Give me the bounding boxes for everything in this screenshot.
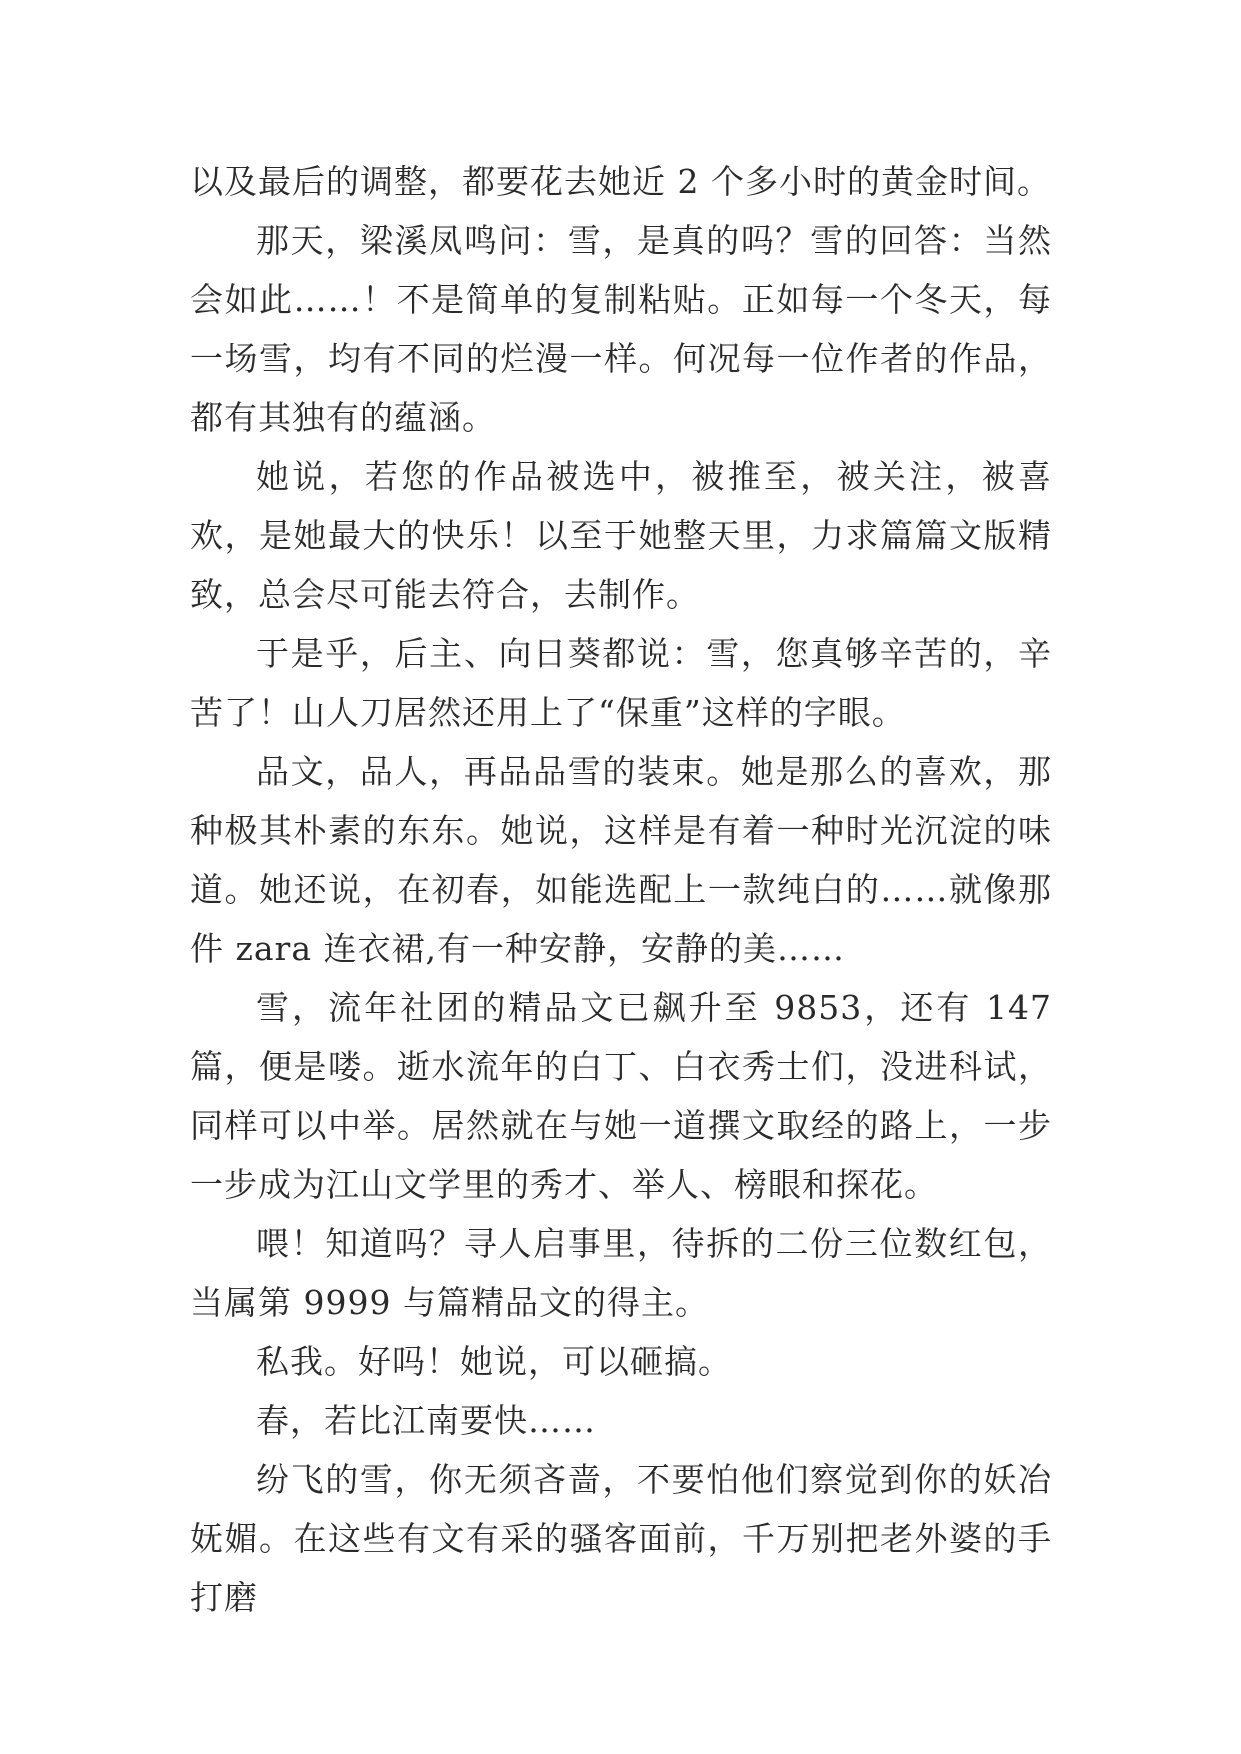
paragraph-2: 那天，梁溪凤鸣问：雪，是真的吗？雪的回答：当然会如此……！不是简单的复制粘贴。正如每一个冬天，每一场雪，均有不同的烂漫一样。何况每一位作者的作品，都有其独有的蕴涵。 [190,221,1052,437]
paragraph-6: 雪，流年社团的精品文已飙升至 9853，还有 147 篇，便是喽。逝水流年的白丁、白衣秀士们，没进科试，同样可以中举。居然就在与她一道撰文取经的路上，一步一步成为江山文学里的秀才、举人、榜眼和探花。 [190,988,1052,1204]
paragraph-7: 喂！知道吗？寻人启事里，待拆的二份三位数红包，当属第 9999 与篇精品文的得主。 [190,1224,1052,1322]
paragraph-9: 春，若比江南要快…… [256,1401,596,1440]
paragraph-5: 品文，品人，再品品雪的装束。她是那么的喜欢，那种极其朴素的东东。她说，这样是有着一种时光沉淀的味道。她还说，在初春，如能选配上一款纯白的……就像那件 zara 连衣裙,有一种安静，安静的美…… [190,752,1052,968]
paragraph-1: 以及最后的调整，都要花去她近 2 个多小时的黄金时间。 [190,162,1051,201]
document-body [190,152,1052,1627]
paragraph-10: 纷飞的雪，你无须吝啬，不要怕他们察觉到你的妖冶妩媚。在这些有文有采的骚客面前，千万别把老外婆的手打磨 [190,1460,1052,1617]
paragraph-3: 她说，若您的作品被选中，被推至，被关注，被喜欢，是她最大的快乐！以至于她整天里，力求篇篇文版精致，总会尽可能去符合，去制作。 [190,457,1052,614]
paragraph-4: 于是乎，后主、向日葵都说：雪，您真够辛苦的，辛苦了！山人刀居然还用上了“保重”这样的字眼。 [190,634,1052,732]
paragraph-8: 私我。好吗！她说，可以砸搞。 [256,1342,732,1381]
